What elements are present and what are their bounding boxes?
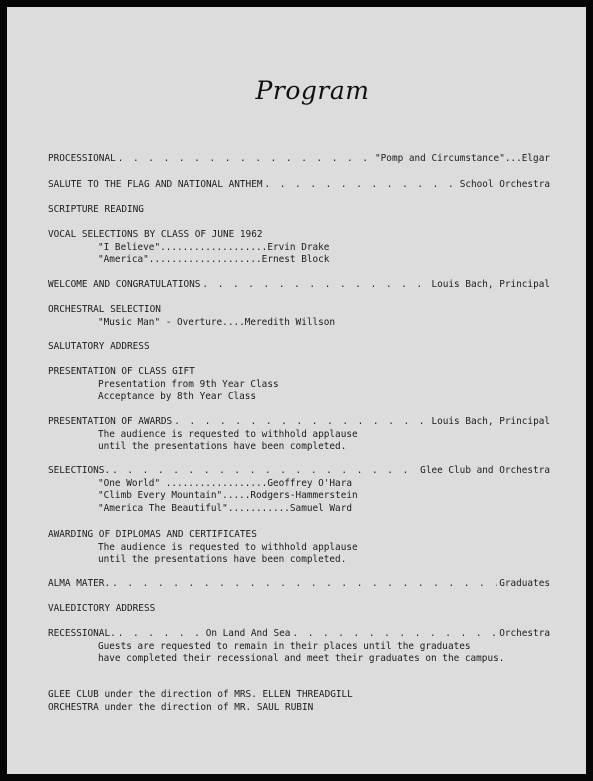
item-performer: Louis Bach, Principal — [431, 416, 550, 427]
item-label: VOCAL SELECTIONS BY CLASS OF JUNE 1962 — [48, 229, 263, 240]
leader-dots — [202, 279, 429, 292]
item-label: WELCOME AND CONGRATULATIONS — [48, 279, 201, 290]
item-subline: "Music Man" - Overture....Meredith Willson — [98, 316, 336, 328]
program-item-vocal-selections — [48, 229, 550, 267]
item-label: PRESENTATION OF CLASS GIFT — [48, 366, 195, 377]
item-subline: "One World" ..................Geoffrey O'Hara — [98, 477, 352, 489]
program-item-valedictory — [48, 603, 550, 616]
program-item-alma-mater — [48, 578, 550, 591]
item-subline: "I Believe"...................Ervin Drake — [98, 241, 330, 253]
program-item-diplomas — [48, 529, 550, 567]
item-label: AWARDING OF DIPLOMAS AND CERTIFICATES — [48, 529, 257, 540]
leader-dots — [118, 153, 373, 166]
item-subline: Acceptance by 8th Year Class — [98, 391, 257, 402]
program-item-selections — [48, 465, 550, 515]
program-item-scripture — [48, 204, 550, 217]
item-subline: "Climb Every Mountain".....Rodgers-Hammerstein — [98, 490, 358, 501]
program-item-salute — [48, 179, 550, 192]
item-performer: Louis Bach, Principal — [431, 279, 550, 290]
item-note: until the presentations have been completed. — [98, 554, 347, 565]
leader-dots — [118, 628, 204, 641]
item-label: PROCESSIONAL — [48, 153, 116, 164]
item-label: SALUTE TO THE FLAG AND NATIONAL ANTHEM — [48, 179, 263, 190]
item-subline: Presentation from 9th Year Class — [98, 378, 279, 390]
item-note: have completed their recessional and meet their graduates on the campus. — [98, 653, 505, 664]
leader-dots — [264, 179, 457, 192]
item-performer: Graduates — [499, 578, 550, 589]
item-label: ORCHESTRAL SELECTION — [48, 304, 161, 315]
program-item-orchestral-selection — [48, 304, 550, 329]
program-item-processional — [48, 153, 550, 166]
item-note: The audience is requested to withhold applause — [98, 541, 358, 553]
program-item-welcome — [48, 279, 550, 292]
program-item-class-gift — [48, 366, 550, 404]
item-label: SALUTATORY ADDRESS — [48, 341, 150, 352]
item-performer: Orchestra — [499, 628, 550, 639]
item-subline: "America The Beautiful"...........Samuel Ward — [98, 502, 352, 514]
program-item-awards — [48, 416, 550, 454]
item-note: Guests are requested to remain in their places until the graduates — [98, 640, 471, 652]
item-note: The audience is requested to withhold applause — [98, 428, 358, 440]
item-note: until the presentations have been completed. — [98, 441, 347, 452]
item-label: ALMA MATER. — [48, 578, 111, 589]
program-page — [7, 7, 586, 774]
item-label: SCRIPTURE READING — [48, 204, 144, 215]
page-title: Program — [255, 76, 370, 105]
item-label: VALEDICTORY ADDRESS — [48, 603, 156, 614]
leader-dots — [112, 465, 418, 478]
item-label: PRESENTATION OF AWARDS — [48, 416, 173, 427]
program-item-salutatory — [48, 341, 550, 354]
footer-glee-club: GLEE CLUB under the direction of MRS. ELLEN THREADGILL — [48, 689, 353, 700]
program-item-recessional — [48, 628, 550, 666]
leader-dots — [292, 628, 497, 641]
footer-orchestra: ORCHESTRA under the direction of MR. SAUL RUBIN — [48, 702, 314, 713]
item-label: RECESSIONAL. — [48, 628, 116, 639]
item-performer: "Pomp and Circumstance"...Elgar — [375, 153, 550, 164]
item-performer: Glee Club and Orchestra — [420, 465, 550, 476]
item-music: On Land And Sea — [205, 628, 291, 639]
item-label: SELECTIONS. — [48, 465, 111, 476]
leader-dots — [112, 578, 497, 591]
item-performer: School Orchestra — [459, 179, 550, 190]
leader-dots — [174, 416, 429, 429]
item-subline: "America"....................Ernest Block — [98, 254, 330, 265]
